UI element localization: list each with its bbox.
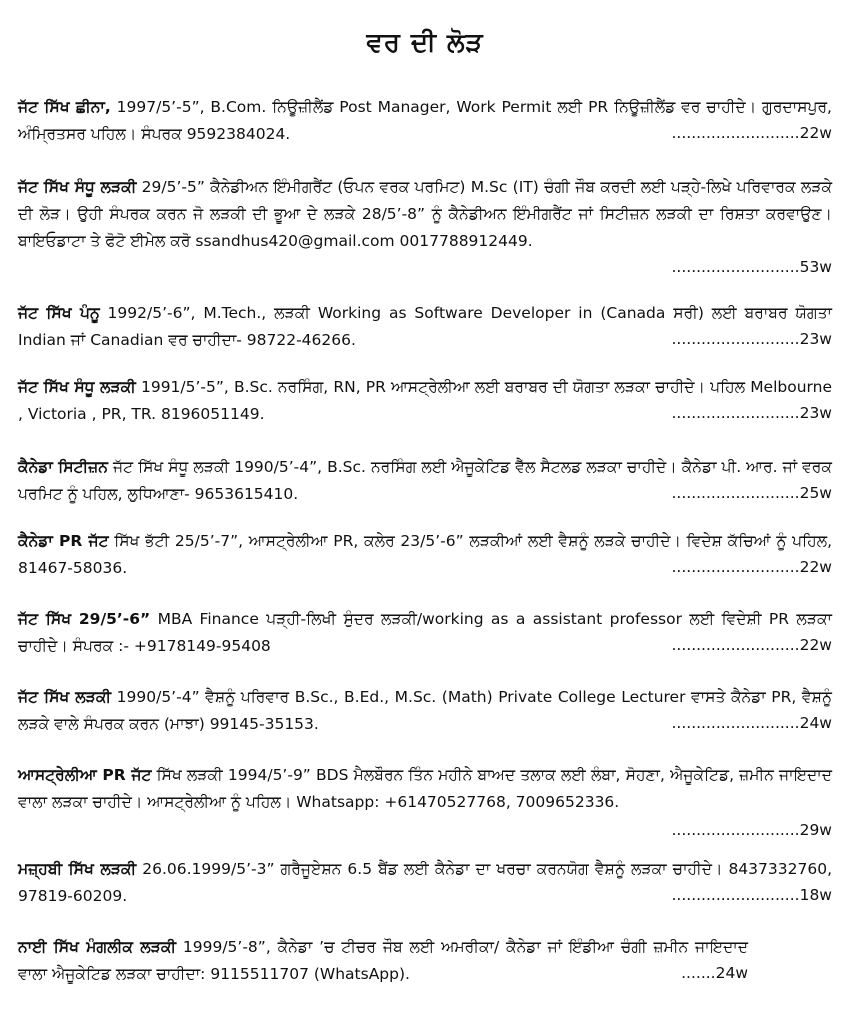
ad-listing [18,454,832,505]
ad-listing [18,934,748,985]
ad-code: ..........................23w [671,404,832,422]
ad-text: 1999/5’-8”, ਕੈਨੇਡਾ ’ਚ ਟੀਚਰ ਜੌਬ ਲਈ ਅਮਰੀਕਾ/ ਕੈਨੇਡਾ ਜਾਂ ਇੰਡੀਆ ਚੰਗੀ ਜ਼ਮੀਨ ਜਾਇਦਾਦ ਵਾਲਾ ਐਜੂਕੇਟਿਡ ਲੜਕਾ ਚਾਹੀਦਾ: 9115511707 (WhatsApp). [18,938,748,983]
ad-text: 1997/5’-5”, B.Com. ਨਿਊਜ਼ੀਲੈਂਡ Post Manager, Work Permit ਲਈ PR ਨਿਊਜ਼ੀਲੈਂਡ ਵਰ ਚਾਹੀਦੇ। ਗੁਰਦਾਸਪੁਰ, ਅੰਮ੍ਰਿਤਸਰ ਪਹਿਲ। ਸੰਪਰਕ 9592384024. [18,98,832,143]
ad-lead: ਨਾਈ ਸਿੱਖ ਮੰਗਲੀਕ ਲੜਕੀ [18,938,177,956]
ad-body [18,174,832,255]
ad-text: 26.06.1999/5’-3” ਗਰੈਜੂਏਸ਼ਨ 6.5 ਬੈਂਡ ਲਈ ਕੈਨੇਡਾ ਦਾ ਖਰਚਾ ਕਰਨਯੋਗ ਵੈਸ਼ਨੂੰ ਲੜਕਾ ਚਾਹੀਦੇ। 8437332760, 97819-60209. [18,860,832,905]
ad-listing [18,856,832,907]
ad-body [18,762,832,816]
ad-listing [18,762,832,842]
ad-listing [18,94,832,145]
ad-text: ਜੱਟ ਸਿੱਖ ਸੰਧੂ ਲੜਕੀ 1990/5’-4”, B.Sc. ਨਰਸਿੰਗ ਲਈ ਐਜੂਕੇਟਿਡ ਵੈੱਲ ਸੈਟਲਡ ਲੜਕਾ ਚਾਹੀਦੇ। ਕੈਨੇਡਾ ਪੀ. ਆਰ. ਜਾਂ ਵਰਕ ਪਰਮਿਟ ਨੂੰ ਪਹਿਲ, ਲੁਧਿਆਣਾ- 9653615410. [18,458,832,503]
ad-lead: ਕੈਨੇਡਾ ਸਿਟੀਜ਼ਨ [18,458,108,476]
ad-code: ..........................53w [671,258,832,276]
ad-text: 29/5’-5” ਕੈਨੇਡੀਅਨ ਇੰਮੀਗਰੈਂਟ (ਓਪਨ ਵਰਕ ਪਰਮਿਟ) M.Sc (IT) ਚੰਗੀ ਜੌਬ ਕਰਦੀ ਲਈ ਪੜ੍ਹੇ-ਲਿਖੇ ਪਰਿਵਾਰਕ ਲੜਕੇ ਦੀ ਲੋੜ। ਉਹੀ ਸੰਪਰਕ ਕਰਨ ਜੋ ਲੜਕੀ ਦੀ ਭੂਆ ਦੇ ਲੜਕੇ 28/5’-8” ਨੂੰ ਕੈਨੇਡੀਅਨ ਇੰਮੀਗਰੈਂਟ ਜਾਂ ਸਿਟੀਜ਼ਨ ਲੜਕੀ ਦਾ ਰਿਸ਼ਤਾ ਕਰਵਾਉਣ। ਬਾਇਓਡਾਟਾ ਤੇ ਫੋਟੋ ਈਮੇਲ ਕਰੋ ssandhus420@gmail.com 0017788912449. [18,178,833,250]
ad-code: ..........................29w [671,821,832,839]
ad-code: ..........................23w [671,330,832,348]
ad-lead: ਜੱਟ ਸਿੱਖ ਸੰਧੂ ਲੜਕੀ [18,178,137,196]
ad-text: 1992/5’-6”, M.Tech., ਲੜਕੀ Working as Software Developer in (Canada ਸਰੀ) ਲਈ ਬਰਾਬਰ ਯੋਗਤਾ Indian ਜਾਂ Canadian ਵਰ ਚਾਹੀਦਾ- 98722-46266. [18,304,832,349]
ad-text: 1990/5’-4” ਵੈਸ਼ਨੂੰ ਪਰਿਵਾਰ B.Sc., B.Ed., M.Sc. (Math) Private College Lecturer ਵਾਸਤੇ ਕੈਨੇਡਾ PR, ਵੈਸ਼ਨੂੰ ਲੜਕੇ ਵਾਲੇ ਸੰਪਰਕ ਕਰਨ (ਮਾਝਾ) 99145-35153. [18,688,832,733]
ad-listing [18,528,832,579]
ad-lead: ਜੱਟ ਸਿੱਖ ਸੰਧੂ ਲੜਕੀ [18,378,136,396]
ad-code: ..........................18w [671,886,832,904]
ad-lead: ਜੱਟ ਸਿੱਖ ਪੰਨੂ [18,304,100,322]
ad-text: 1991/5’-5”, B.Sc. ਨਰਸਿੰਗ, RN, PR ਆਸਟ੍ਰੇਲੀਆ ਲਈ ਬਰਾਬਰ ਦੀ ਯੋਗਤਾ ਲੜਕਾ ਚਾਹੀਦੇ। ਪਹਿਲ Melbourne , Victoria , PR, TR. 8196051149. [18,378,833,423]
ad-code: ..........................22w [671,558,832,576]
ad-listing [18,174,832,279]
ad-code: .......24w [681,964,748,982]
ad-lead: ਕੈਨੇਡਾ PR ਜੱਟ [18,532,109,550]
ad-code: ..........................25w [671,484,832,502]
ad-code: ..........................24w [671,714,832,732]
ad-code: ..........................22w [671,636,832,654]
ad-listing [18,684,832,735]
ad-listing [18,300,832,351]
page-title: ਵਰ ਦੀ ਲੋੜ [366,28,484,58]
ad-text: ਸਿੱਖ ਭੱਟੀ 25/5’-7”, ਆਸਟ੍ਰੇਲੀਆ PR, ਕਲੇਰ 23/5’-6” ਲੜਕੀਆਂ ਲਈ ਵੈਸ਼ਨੂੰ ਲੜਕੇ ਚਾਹੀਦੇ। ਵਿਦੇਸ਼ ਕੱਚਿਆਂ ਨੂੰ ਪਹਿਲ, 81467-58036. [18,532,832,577]
ad-lead: ਆਸਟ੍ਰੇਲੀਆ PR ਜੱਟ [18,766,152,784]
ad-text: ਸਿੱਖ ਲੜਕੀ 1994/5’-9” BDS ਮੈਲਬੌਰਨ ਤਿੰਨ ਮਹੀਨੇ ਬਾਅਦ ਤਲਾਕ ਲਈ ਲੰਬਾ, ਸੋਹਣਾ, ਐਜੂਕੇਟਿਡ, ਜ਼ਮੀਨ ਜਾਇਦਾਦ ਵਾਲਾ ਲੜਕਾ ਚਾਹੀਦੇ। ਆਸਟ੍ਰੇਲੀਆ ਨੂੰ ਪਹਿਲ। Whatsapp: +61470527768, 7009652336. [18,766,832,811]
ad-code: ..........................22w [671,124,832,142]
ad-listing [18,606,832,657]
ad-lead: ਜੱਟ ਸਿੱਖ ਲੜਕੀ [18,688,112,706]
ad-listing [18,374,832,425]
ad-lead: ਜੱਟ ਸਿੱਖ 29/5’-6” [18,610,151,628]
ad-text: MBA Finance ਪੜ੍ਹੀ-ਲਿਖੀ ਸੁੰਦਰ ਲੜਕੀ/working as a assistant professor ਲਈ ਵਿਦੇਸ਼ੀ PR ਲੜਕਾ ਚਾਹੀਦੇ। ਸੰਪਰਕ :- +9178149-95408 [18,610,832,655]
ad-lead: ਮਜ਼੍ਹਬੀ ਸਿੱਖ ਲੜਕੀ [18,860,137,878]
ad-lead: ਜੱਟ ਸਿੱਖ ਛੀਨਾ, [18,98,111,116]
